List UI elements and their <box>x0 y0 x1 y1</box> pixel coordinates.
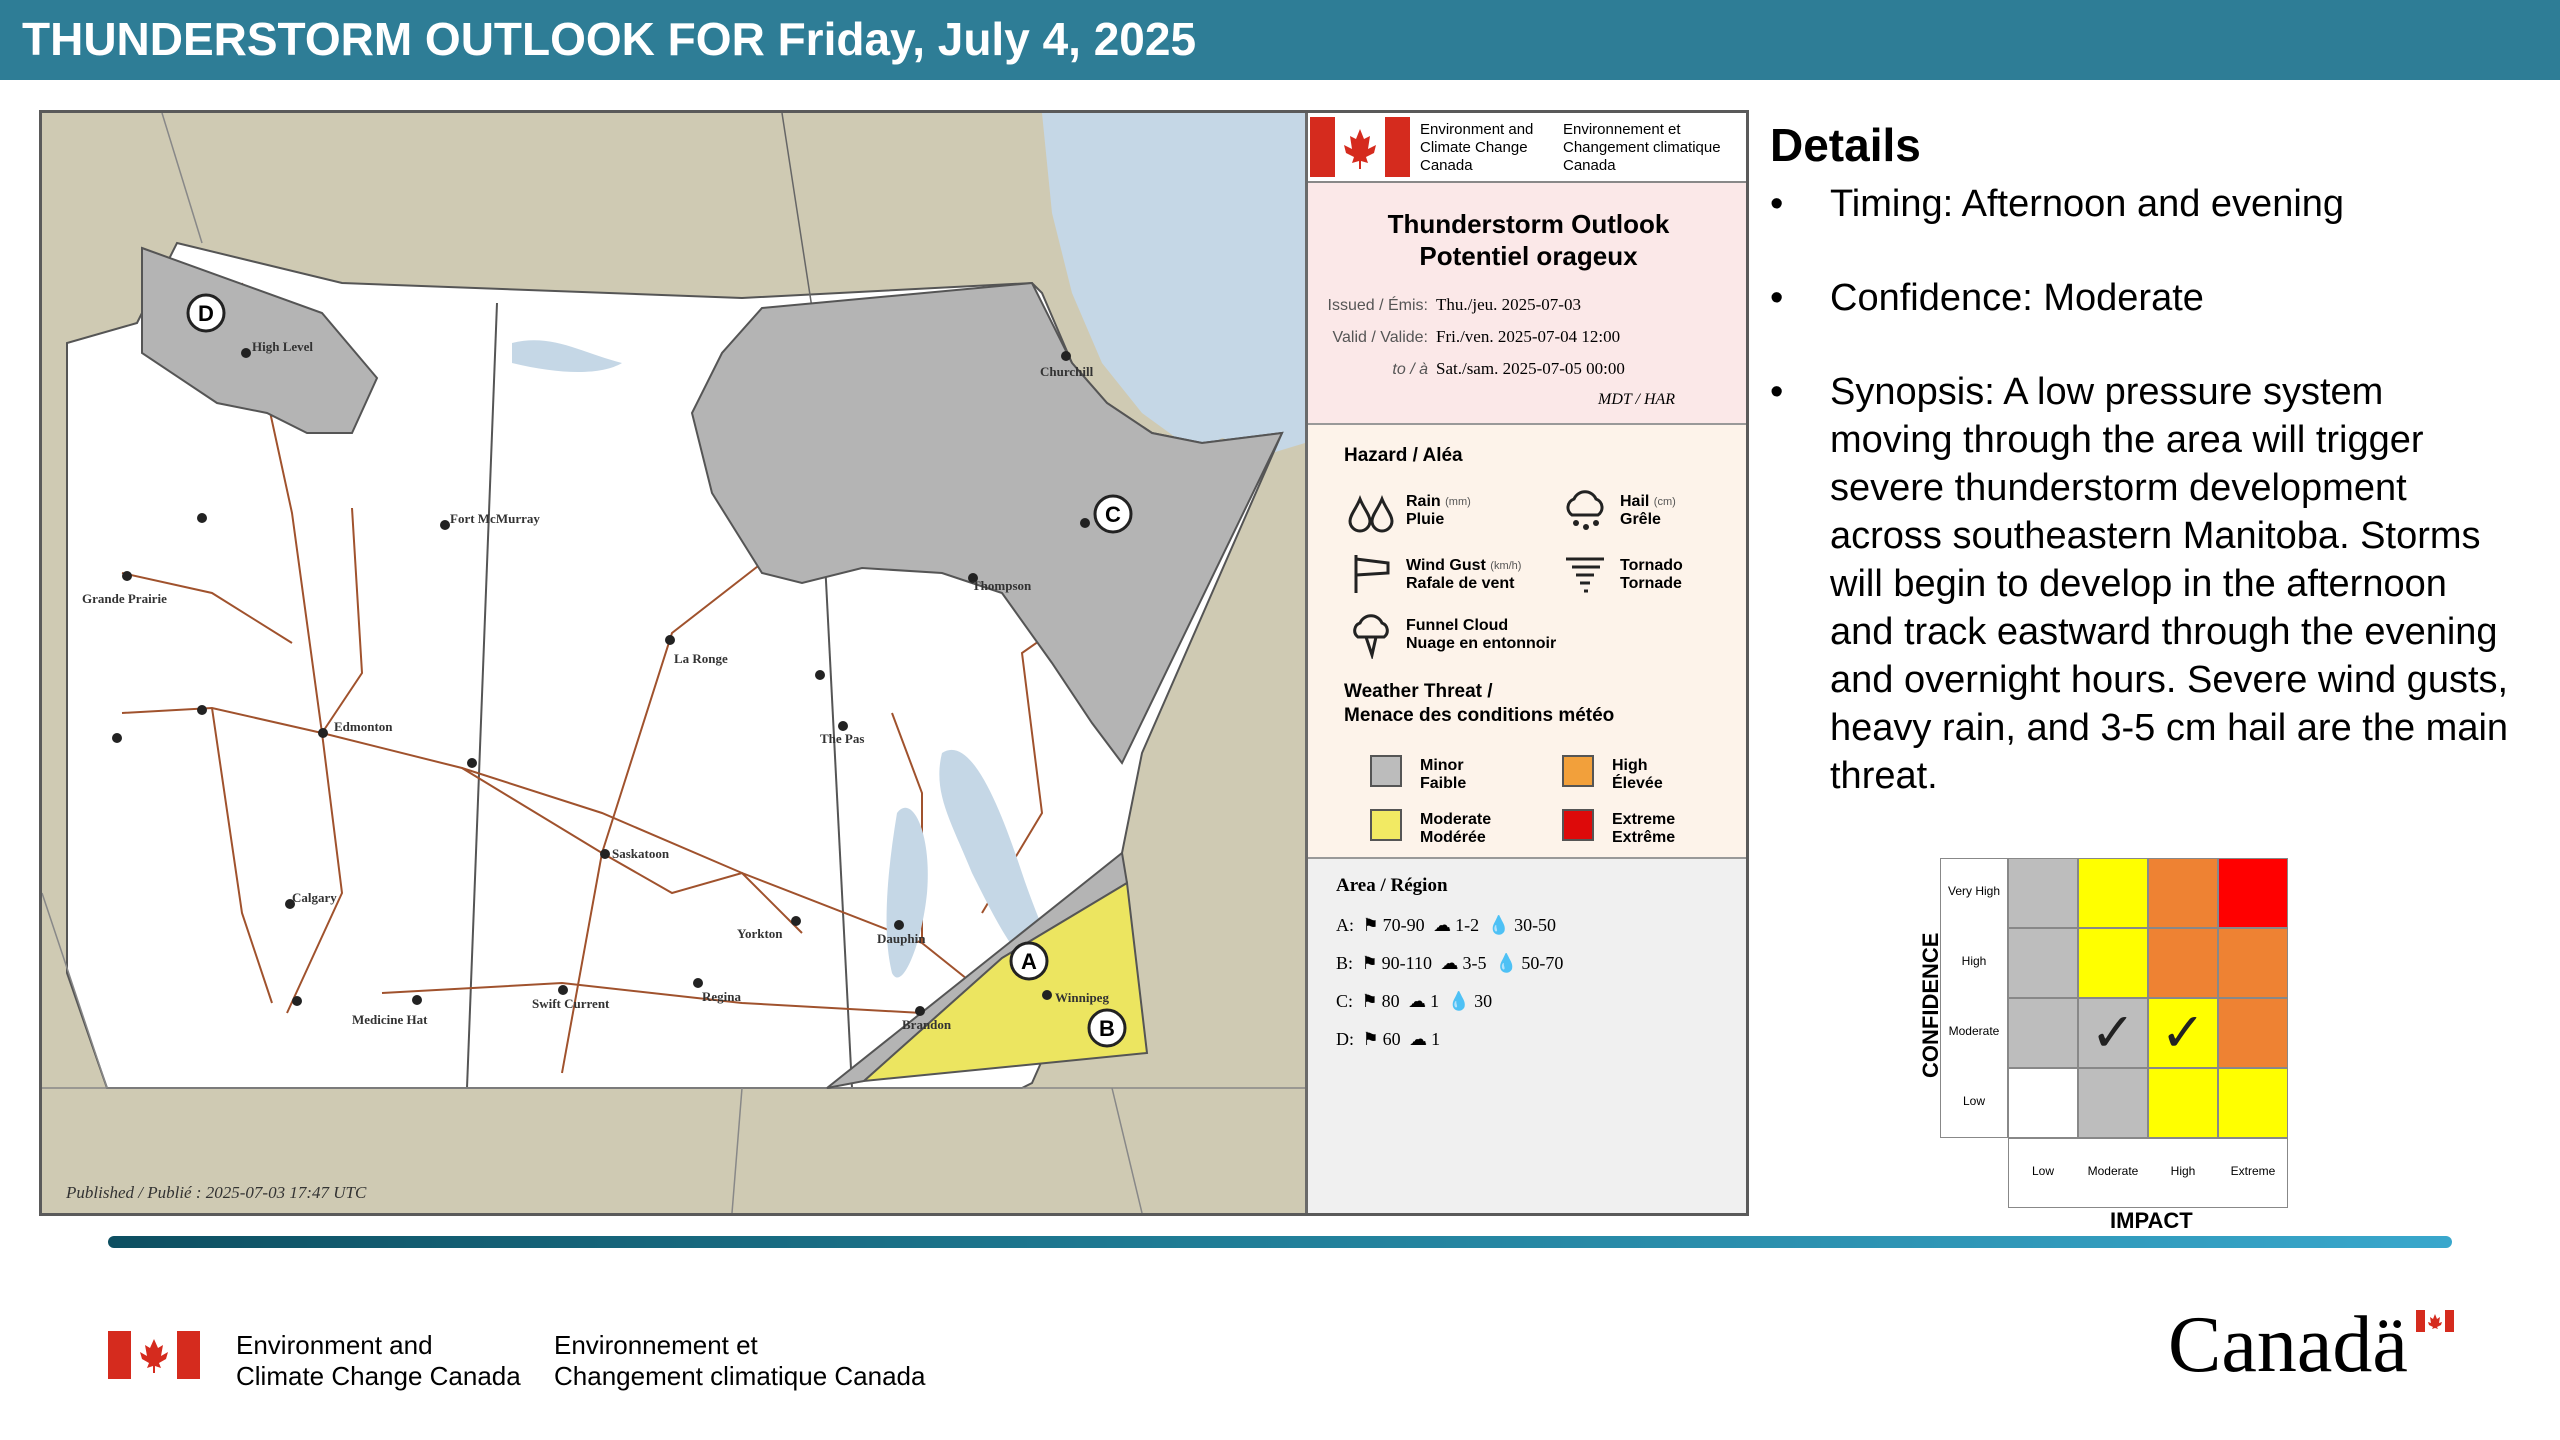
matrix-cell <box>2008 928 2078 998</box>
canada-flag-icon <box>1310 117 1410 177</box>
moderate-swatch <box>1370 809 1402 841</box>
wind-gust-icon: ⚑ <box>1362 1029 1379 1049</box>
details-panel <box>1770 118 2510 846</box>
footer-org-fr: Environnement et Changement climatique Canada <box>554 1330 926 1391</box>
area-row-c: C: ⚑ 80 ☁ 1 💧 30 <box>1336 991 1493 1011</box>
threat-title-1: Weather Threat / <box>1344 681 1493 702</box>
matrix-cell <box>2008 998 2078 1068</box>
hail-label: Hail $^{(cm)}$ Grêle <box>1620 493 1676 528</box>
city-label: Yorkton <box>737 926 783 941</box>
valid-label: Valid / Valide: <box>1332 329 1428 346</box>
city-label: Swift Current <box>532 996 610 1011</box>
synopsis-bullet: • Synopsis: A low pressure system moving through the area will trigger severe thunderstorm development across southeastern Manitoba. Storms will begin to develop in the afternoon and track eastward through the evening and overnight hours. Severe wind gusts, heavy rain, and 3-5 cm hail are the main threat. <box>1770 368 2510 800</box>
moderate-label: Moderate Modérée <box>1420 811 1492 846</box>
hail-icon: ☁ <box>1408 991 1427 1011</box>
rain-icon: 💧 <box>1487 915 1511 935</box>
legend-org-en: Environment and Climate Change Canada <box>1420 121 1534 174</box>
rain-icon: 💧 <box>1494 953 1518 973</box>
canada-wordmark: Canadä <box>2168 1301 2408 1389</box>
matrix-cell <box>2008 1068 2078 1138</box>
rain-icon: 💧 <box>1447 991 1471 1011</box>
valid-value: Fri./ven. 2025-07-04 12:00 <box>1436 327 1621 346</box>
area-marker-c: C <box>1105 502 1121 527</box>
wordmark-flag-icon <box>2416 1310 2454 1332</box>
matrix-cell <box>2148 1068 2218 1138</box>
outlook-map <box>39 110 1749 1216</box>
wind-gust-icon: ⚑ <box>1362 915 1379 935</box>
wind-gust-icon: ⚑ <box>1361 953 1378 973</box>
city-label: Winnipeg <box>1055 990 1109 1005</box>
area-marker-d: D <box>198 301 214 326</box>
city-label: Edmonton <box>334 719 393 734</box>
hail-icon: ☁ <box>1433 915 1452 935</box>
wind-gust-icon <box>1352 553 1392 595</box>
minor-swatch <box>1370 755 1402 787</box>
city-label: Dauphin <box>877 931 926 946</box>
area-marker-a: A <box>1021 949 1037 974</box>
canada-flag-icon <box>108 1331 200 1379</box>
city-label: La Ronge <box>674 651 728 666</box>
hazard-title: Hazard / Aléa <box>1344 445 1463 466</box>
matrix-cell <box>2218 858 2288 928</box>
matrix-col-label: Extreme <box>2230 1164 2276 1178</box>
impact-axis-label: IMPACT <box>2110 1208 2193 1233</box>
issued-value: Thu./jeu. 2025-07-03 <box>1436 295 1581 314</box>
matrix-cell <box>2218 928 2288 998</box>
tornado-icon <box>1564 553 1606 595</box>
outlook-title-fr: Potentiel orageux <box>1419 241 1638 271</box>
issued-panel <box>1308 183 1749 425</box>
area-marker-b: B <box>1099 1016 1115 1041</box>
to-value: Sat./sam. 2025-07-05 00:00 <box>1436 359 1625 378</box>
matrix-cell <box>2078 928 2148 998</box>
time-zones: MDT / HAR <box>1598 391 1676 408</box>
city-label: Regina <box>702 989 741 1004</box>
matrix-cell <box>2218 1068 2288 1138</box>
header-bar <box>0 0 2560 80</box>
legend-org-fr: Environnement et Changement climatique Canada <box>1563 121 1721 174</box>
outlook-title-en: Thunderstorm Outlook <box>1387 209 1670 239</box>
extreme-label: Extreme Extrême <box>1612 811 1676 846</box>
area-row-b: B: ⚑ 90-110 ☁ 3-5 💧 50-70 <box>1336 953 1564 973</box>
matrix-col-label-box <box>2008 1138 2288 1208</box>
eccc-signature <box>1308 113 1749 183</box>
threat-title-2: Menace des conditions météo <box>1344 705 1615 726</box>
hail-icon: ☁ <box>1440 953 1459 973</box>
city-label: Grande Prairie <box>82 591 167 606</box>
hail-icon: ☁ <box>1409 1029 1428 1049</box>
timing-bullet: • Timing: Afternoon and evening <box>1770 180 2510 228</box>
matrix-row-label: Moderate <box>1948 1024 2000 1038</box>
tornado-label: Tornado Tornade <box>1620 557 1683 592</box>
matrix-cell <box>2218 998 2288 1068</box>
city-label: Churchill <box>1040 364 1094 379</box>
area-title: Area / Région <box>1336 875 1448 896</box>
published-timestamp: Published / Publié : 2025-07-03 17:47 UTC <box>66 1183 367 1202</box>
matrix-col-label: Low <box>2031 1164 2054 1178</box>
city-label: Medicine Hat <box>352 1012 428 1027</box>
city-label: High Level <box>252 339 314 354</box>
city-label: The Pas <box>820 731 865 746</box>
matrix-cell <box>2148 858 2218 928</box>
issued-label: Issued / Émis: <box>1327 297 1428 314</box>
details-title: Details <box>1770 119 1921 171</box>
minor-label: Minor Faible <box>1420 757 1467 792</box>
hazard-panel <box>1308 425 1749 859</box>
area-row-a: A: ⚑ 70-90 ☁ 1-2 💧 30-50 <box>1336 915 1557 935</box>
matrix-row-label: Low <box>1962 1094 1985 1108</box>
rain-label: Rain $^{(mm)}$ Pluie <box>1406 493 1471 528</box>
to-label: to / à <box>1392 361 1428 378</box>
area-panel <box>1308 859 1749 1216</box>
high-swatch <box>1562 755 1594 787</box>
wind-gust-label: Wind Gust $^{(km/h)}$ Rafale de vent <box>1406 557 1522 592</box>
matrix-col-label: Moderate <box>2087 1164 2139 1178</box>
matrix-col-label: High <box>2170 1164 2196 1178</box>
matrix-cell <box>2008 858 2078 928</box>
matrix-row-label: High <box>1961 954 1987 968</box>
matrix-row-label-box <box>1940 858 2008 1138</box>
high-label: High Élevée <box>1612 757 1663 792</box>
wind-gust-icon: ⚑ <box>1361 991 1378 1011</box>
area-row-d: D: ⚑ 60 ☁ 1 <box>1336 1029 1441 1049</box>
rain-icon <box>1348 491 1394 533</box>
funnel-cloud-label: Funnel Cloud Nuage en entonnoir <box>1406 617 1557 652</box>
city-label: Calgary <box>292 890 337 905</box>
check-icon: ✓ <box>2090 1003 2136 1063</box>
hail-icon <box>1562 489 1608 535</box>
matrix-row-label: Very High <box>1947 884 2001 898</box>
check-icon: ✓ <box>2160 1003 2206 1063</box>
footer-divider <box>108 1236 2452 1248</box>
confidence-axis-label: CONFIDENCE <box>1918 932 1943 1078</box>
footer-org-en: Environment and Climate Change Canada <box>236 1330 521 1391</box>
matrix-cell <box>2078 1068 2148 1138</box>
funnel-cloud-icon <box>1350 613 1394 659</box>
city-label: Fort McMurray <box>450 511 540 526</box>
city-label: Saskatoon <box>612 846 670 861</box>
confidence-bullet: • Confidence: Moderate <box>1770 274 2510 322</box>
extreme-swatch <box>1562 809 1594 841</box>
map-legend <box>1305 113 1749 1213</box>
matrix-cell <box>2078 858 2148 928</box>
city-label: Thompson <box>972 578 1032 593</box>
matrix-cell <box>2148 928 2218 998</box>
page-title: THUNDERSTORM OUTLOOK FOR Friday, July 4, 2025 <box>22 13 1197 65</box>
city-label: Brandon <box>902 1017 952 1032</box>
